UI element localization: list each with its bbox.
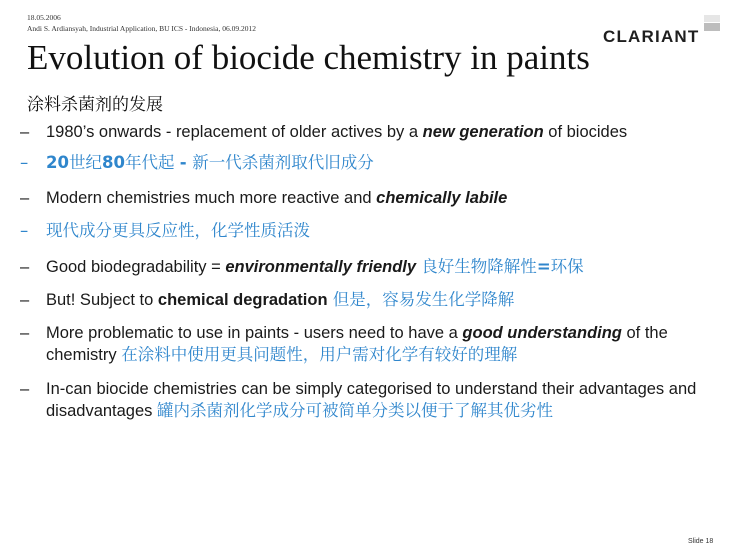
bullet-emphasis: good understanding	[462, 324, 622, 342]
logo-text: CLARIANT	[603, 27, 700, 46]
bullet-text	[46, 378, 716, 422]
bullet-item	[20, 256, 720, 278]
bullet-text-part: of the chemistry	[46, 324, 668, 364]
bullet-item	[20, 289, 720, 311]
bullet-chinese-part: 良好生物降解性	[416, 257, 537, 276]
bullet-text	[46, 121, 716, 143]
bullet-chinese-part: 但是，容易发生化学降解	[327, 290, 515, 309]
bullet-dash: –	[20, 153, 29, 172]
bullet-chinese-part: 在涂料中使用更具问题性，用户需对化学有较好的理解	[121, 345, 518, 364]
bullet-text-part: Modern chemistries much more reactive and	[46, 189, 377, 207]
bullet-text-part: More problematic to use in paints - users need to have a	[46, 324, 463, 342]
bullet-text-part: -	[179, 153, 193, 172]
slide-title: Evolution of biocide chemistry in paints	[27, 38, 590, 77]
slide-subtitle-chinese: 涂料杀菌剂的发展	[27, 95, 163, 115]
bullet-text-part: 年代起	[124, 153, 180, 172]
slide-number: Slide 18	[688, 538, 714, 545]
bullet-text	[46, 152, 716, 174]
bullet-chinese-part: 环保	[550, 257, 584, 276]
bullet-text-part: 1980’s onwards - replacement of older actives by a	[46, 123, 423, 141]
bullet-item	[20, 378, 720, 422]
bullet-chinese-part: 罐内杀菌剂化学成分可被简单分类以便于了解其优劣性	[157, 401, 553, 420]
bullet-item	[20, 121, 720, 143]
bullet-item	[20, 220, 720, 242]
bullet-text	[46, 289, 716, 311]
bullet-text-part: 世纪	[68, 153, 102, 172]
bullet-dash: –	[20, 324, 30, 342]
header-author-line: Andi S. Ardiansyah, Industrial Application, BU ICS - Indonesia, 06.09.2012	[27, 24, 256, 33]
bullet-text	[46, 256, 716, 278]
bullet-text-part: But! Subject to	[46, 291, 158, 309]
bullet-emphasis: chemically labile	[376, 189, 508, 207]
bullet-chinese-part: =	[536, 257, 551, 276]
bullet-text	[46, 322, 716, 366]
bullet-text-part: 新一代杀菌剂取代旧成分	[192, 153, 374, 172]
bullet-emphasis: chemical degradation	[157, 291, 328, 309]
bullet-dash: –	[20, 189, 30, 207]
bullet-item	[20, 152, 720, 174]
clariant-mark-icon	[704, 15, 720, 31]
bullet-emphasis: environmentally friendly	[225, 258, 417, 276]
bullet-text: 现代成分更具反应性，化学性质活泼	[46, 221, 310, 240]
bullet-item	[20, 322, 720, 366]
bullet-text-part: 20	[46, 153, 69, 172]
bullet-dash: –	[20, 258, 30, 276]
bullet-text-part: of biocides	[543, 123, 628, 141]
clariant-logo	[603, 15, 721, 45]
header-date: 18.05.2006	[27, 13, 61, 22]
bullet-dash: –	[20, 380, 30, 398]
bullet-dash: –	[20, 123, 30, 141]
bullet-text	[46, 187, 716, 209]
bullet-text-part: In-can biocide chemistries can be simply categorised to understand their advantages and disadvantages	[46, 380, 697, 420]
bullet-dash: –	[20, 291, 30, 309]
bullet-emphasis: new generation	[422, 123, 544, 141]
bullet-text-part: 80	[101, 153, 125, 172]
bullet-item	[20, 187, 720, 209]
bullet-dash: –	[20, 221, 29, 240]
bullet-text-part: Good biodegradability =	[46, 258, 226, 276]
